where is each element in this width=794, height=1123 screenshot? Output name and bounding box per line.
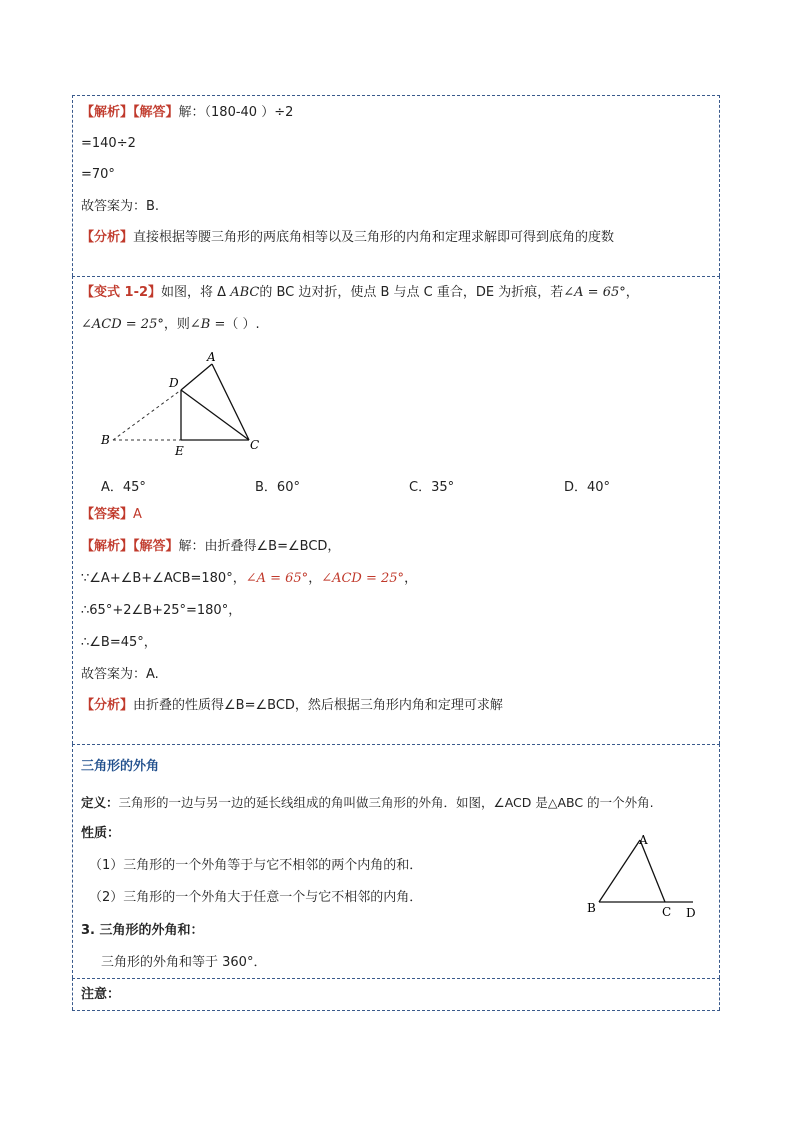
solution-line-5: 故答案为：A.	[81, 667, 159, 682]
label-D: D	[686, 906, 696, 920]
label-D: D	[169, 376, 179, 390]
label-C: C	[250, 438, 260, 452]
exterior-angle-box	[72, 744, 720, 978]
label-B: B	[587, 901, 596, 915]
answer-line: 故答案为：B.	[81, 199, 160, 214]
label-B: B	[101, 433, 110, 447]
property-1: （1）三角形的一个外角等于与它不相邻的两个内角的和．	[89, 858, 423, 873]
property-2: （2）三角形的一个外角大于任意一个与它不相邻的内角．	[89, 890, 423, 905]
label-A: A	[639, 833, 648, 847]
question-line-2: ∠ACD = 25°，则∠B =（ ）.	[81, 317, 260, 332]
analysis-line: 【分析】由折叠的性质得∠B=∠BCD，然后根据三角形内角和定理可求解	[81, 698, 503, 713]
label-A: A	[207, 350, 216, 364]
option-c[interactable]: C．35°	[409, 480, 455, 495]
question-box	[72, 276, 720, 744]
analysis-line: 【分析】直接根据等腰三角形的两底角相等以及三角形的内角和定理求解即可得到底角的度数	[81, 230, 615, 245]
definition-line: 定义：三角形的一边与另一边的延长线组成的角叫做三角形的外角．如图，∠ACD 是△ABC 的一个外角.	[81, 795, 654, 810]
note-label: 注意：	[81, 987, 121, 1002]
exterior-angle-figure	[581, 830, 721, 922]
section-title: 三角形的外角	[81, 759, 160, 774]
divider-bottom	[72, 1010, 720, 1011]
option-a[interactable]: A．45°	[101, 480, 146, 495]
answer-line: 【答案】A	[81, 507, 142, 522]
solution-line-2: =140÷2	[81, 136, 136, 151]
label-E: E	[175, 444, 184, 458]
option-d[interactable]: D．40°	[564, 480, 611, 495]
solution-line-3: =70°	[81, 167, 115, 182]
option-b[interactable]: B．60°	[255, 480, 300, 495]
sum-text: 三角形的外角和等于 360°．	[101, 955, 267, 970]
solution-line-4: ∴∠B=45°，	[81, 635, 157, 650]
solution-box-1	[72, 95, 720, 276]
solution-line-2: ∵∠A+∠B+∠ACB=180°，∠A = 65°，∠ACD = 25°，	[81, 571, 418, 586]
label-C: C	[662, 905, 672, 919]
fold-triangle-figure	[99, 350, 299, 460]
solution-line-3: ∴65°+2∠B+25°=180°，	[81, 603, 242, 618]
property-label: 性质：	[81, 826, 121, 841]
sum-label: 3. 三角形的外角和：	[81, 923, 204, 938]
question-line-1: 【变式 1-2】如图，将 Δ ABC的 BC 边对折，使点 B 与点 C 重合，DE 为折痕，若∠A = 65°，	[81, 285, 639, 300]
note-box	[72, 978, 720, 1010]
solution-line-1: 【解析】【解答】解：（180-40 ）÷2	[81, 105, 294, 120]
solution-line-1: 【解析】【解答】解：由折叠得∠B=∠BCD，	[81, 539, 341, 554]
